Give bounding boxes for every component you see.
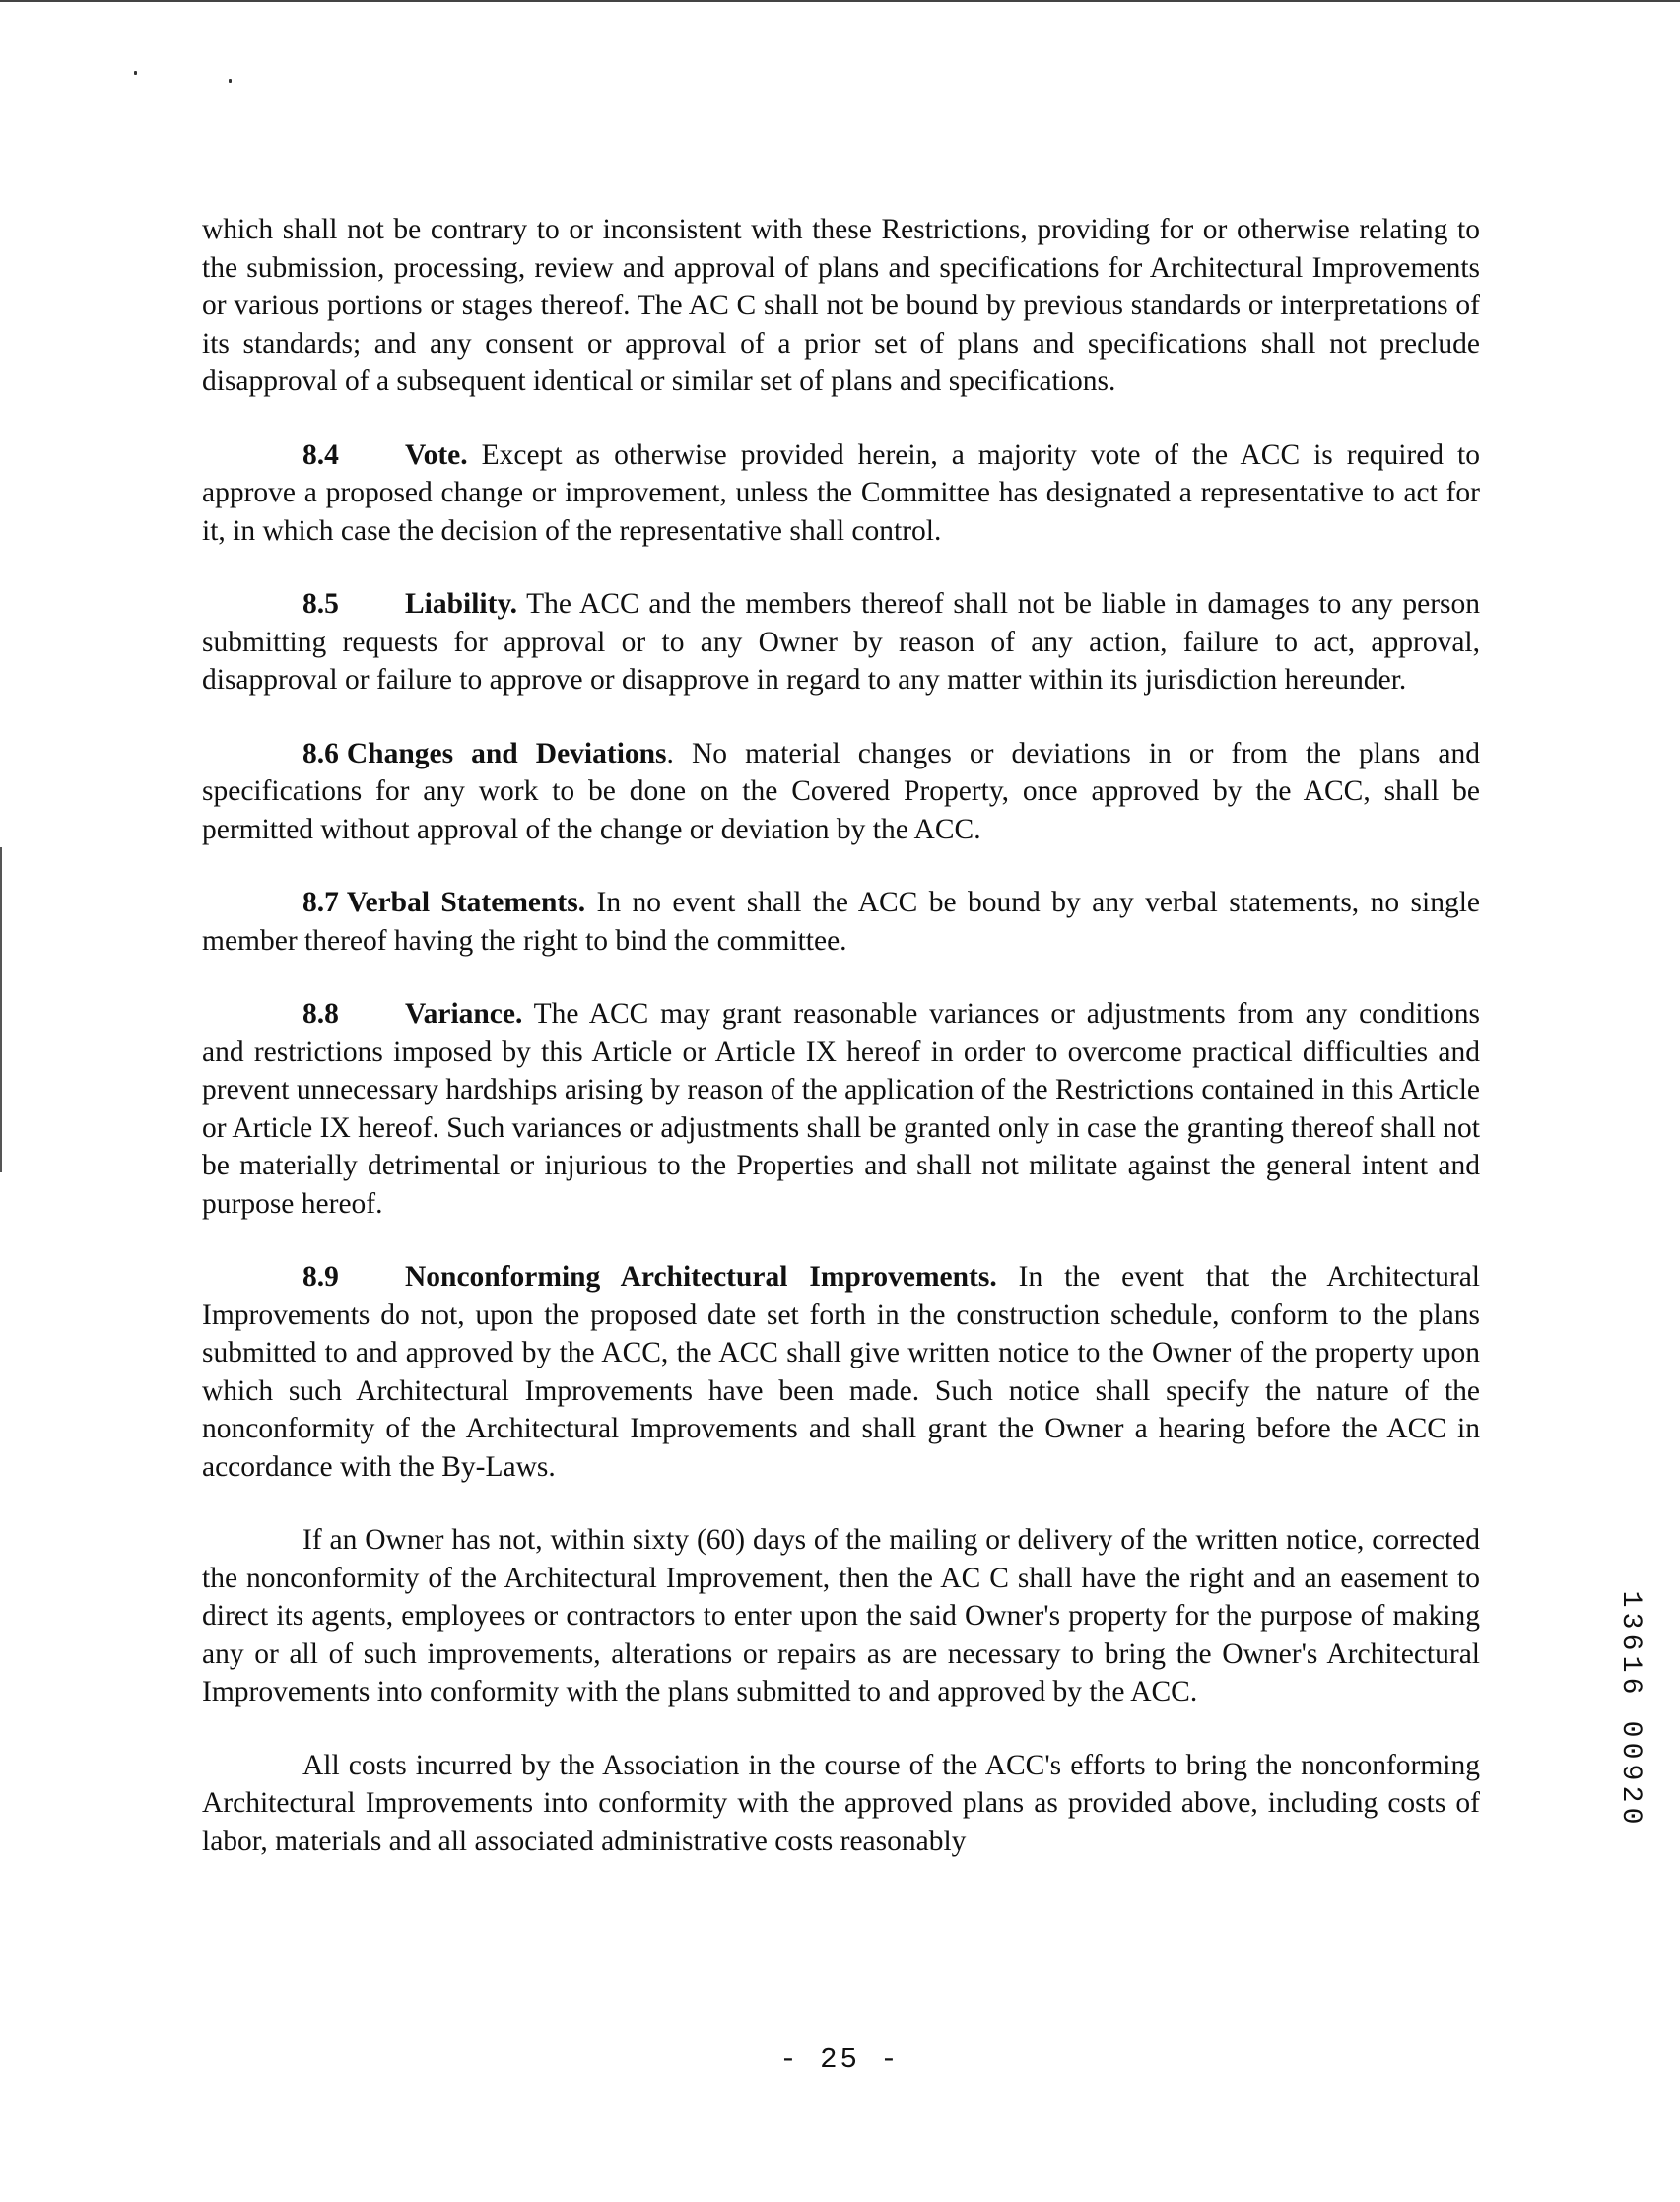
recording-stamp-char: 6 (1615, 1634, 1646, 1651)
section-number: 8.7 (302, 887, 339, 918)
continuation-paragraph: which shall not be contrary to or inconsistent with these Restrictions, providing for or otherwise relating to the submission, processing, review and approval of plans and specifications for Architectural Improvements or various portions or stages thereof. The AC C shall not be bound by previous standards or interpretations of its standards; and any consent or approval of a prior set of plans and specifications shall not preclude disapproval of a subsequent identical or similar set of plans and specifications. (202, 214, 1480, 397)
section-text: The ACC may grant reasonable variances or adjustments from any conditions and restrictions imposed by this Article or Article IX hereof in order to overcome practical difficulties and prevent unnecessary hardships arising by reason of the application of the Restrictions contained in this Article or Article IX hereof. Such variances or adjustments shall be granted only in case the granting thereof shall not be materially detrimental or injurious to the Properties and shall not militate against the general intent and purpose hereof. (202, 998, 1480, 1220)
section-number: 8.6 (302, 737, 339, 769)
recording-stamp-char: 3 (1615, 1612, 1646, 1630)
section-heading: Variance. (405, 998, 523, 1030)
section-number: 8.5 (302, 588, 339, 620)
section-8-7 (202, 884, 1480, 960)
scan-speck (229, 79, 232, 83)
section-8-4 (202, 436, 1480, 551)
section-number: 8.8 (302, 998, 339, 1030)
section-text: In the event that the Architectural Improvements do not, upon the proposed date set forth in the construction schedule, conform to the plans submitted to and approved by the ACC, the ACC shall give written notice to the Owner of the property upon which such Architectural Improvements have been made. Such notice shall specify the nature of the nonconformity of the Architectural Improvements and shall grant the Owner a hearing before the ACC in accordance with the By-Laws. (202, 1261, 1480, 1483)
recording-stamp (1614, 1588, 1646, 1827)
section-8-5 (202, 585, 1480, 700)
section-heading: Verbal Statements. (346, 887, 586, 918)
section-8-9 (202, 1258, 1480, 1486)
recording-stamp-char: 0 (1615, 1742, 1646, 1760)
recording-stamp-char: 1 (1615, 1590, 1646, 1608)
document-body (202, 211, 1480, 1896)
section-number: 8.4 (302, 438, 339, 471)
section-heading: Nonconforming Architectural Improvements. (405, 1261, 997, 1293)
section-text: Except as otherwise provided herein, a majority vote of the ACC is required to approve a proposed change or improvement, unless the Committee has designated a representative to act for it, in which case the decision of the representative shall control. (202, 438, 1480, 547)
section-number: 8.9 (302, 1261, 339, 1293)
section-text: . No material changes or deviations in or from the plans and specifications for any work to be done on the Covered Property, once approved by the ACC, shall be permitted without approval of the change or deviation by the ACC. (202, 737, 1480, 845)
recording-stamp-char: 9 (1615, 1764, 1646, 1781)
recording-stamp-char: 6 (1615, 1677, 1646, 1695)
section-text: In no event shall the ACC be bound by any verbal statements, no single member thereof having the right to bind the committee. (202, 887, 1480, 957)
section-heading: Vote. (405, 438, 468, 471)
page-number: - 25 - (779, 2043, 901, 2076)
scan-left-edge (0, 847, 2, 1172)
section-text: The ACC and the members thereof shall not be liable in damages to any person submitting requests for approval or to any Owner by reason of any action, failure to act, approval, disapproval or failure to approve or disapprove in regard to any matter within its jurisdiction hereunder. (202, 588, 1480, 696)
section-8-8 (202, 995, 1480, 1223)
owner-notice-paragraph: If an Owner has not, within sixty (60) days of the mailing or delivery of the written notice, corrected the nonconformity of the Architectural Improvement, then the AC C shall have the right and an easement to direct its agents, employees or contractors to enter upon the said Owner's property for the purpose of making any or all of such improvements, alterations or repairs as are necessary to bring the Owner's Architectural Improvements into conformity with the plans submitted to and approved by the ACC. (202, 1524, 1480, 1707)
scan-top-edge (0, 0, 1680, 2)
section-heading: Changes and Deviations (346, 737, 667, 769)
scan-speck (134, 71, 137, 75)
section-8-6 (202, 735, 1480, 849)
costs-paragraph: All costs incurred by the Association in the course of the ACC's efforts to bring the nonconforming Architectural Improvements into conformity with the approved plans as provided above, including costs of labor, materials and all associated administrative costs reasonably (202, 1749, 1480, 1857)
recording-stamp-char: 1 (1615, 1655, 1646, 1673)
section-heading: Liability. (405, 588, 517, 620)
recording-stamp-char: 2 (1615, 1785, 1646, 1803)
recording-stamp-char: 0 (1615, 1807, 1646, 1825)
recording-stamp-char: 0 (1615, 1720, 1646, 1738)
recording-stamp-chars (1614, 1588, 1646, 1827)
